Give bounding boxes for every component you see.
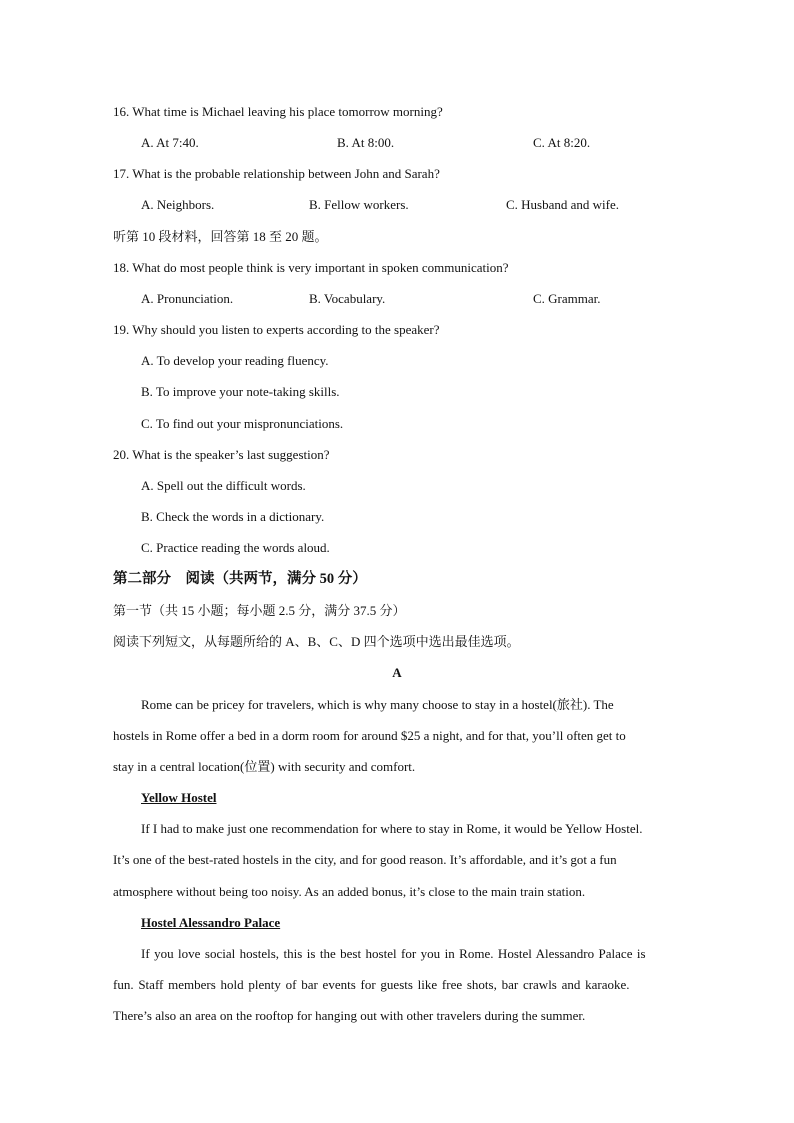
question-16-option-b: B. At 8:00.: [337, 135, 395, 150]
intro-line-2: hostels in Rome offer a bed in a dorm room for around $25 a night, and for that, you’ll often get to: [113, 728, 626, 743]
question-19-option-b: B. To improve your note-taking skills.: [141, 384, 340, 399]
intro-line-3: stay in a central location(位置) with security and comfort.: [113, 759, 416, 774]
question-20-option-c: C. Practice reading the words aloud.: [141, 540, 330, 555]
question-20-option-b: B. Check the words in a dictionary.: [141, 509, 325, 524]
question-17-option-c: C. Husband and wife.: [506, 197, 620, 212]
question-17-option-b: B. Fellow workers.: [309, 197, 409, 212]
question-16-stem: 16. What time is Michael leaving his place tomorrow morning?: [113, 104, 443, 119]
reading-directions: 阅读下列短文，从每题所给的 A、B、C、D 四个选项中选出最佳选项。: [113, 634, 520, 649]
section-one-title: 第一节（共 15 小题；每小题 2.5 分，满分 37.5 分）: [113, 603, 406, 618]
question-19-option-a: A. To develop your reading fluency.: [141, 353, 329, 368]
yellow-hostel-line-1: If I had to make just one recommendation for where to stay in Rome, it would be Yellow Hostel.: [141, 821, 643, 836]
listening-instruction: 听第 10 段材料，回答第 18 至 20 题。: [113, 229, 328, 244]
question-19-option-c: C. To find out your mispronunciations.: [141, 416, 344, 431]
alessandro-line-2: fun. Staff members hold plenty of bar events for guests like free shots, bar crawls and karaoke.: [113, 977, 630, 992]
alessandro-line-1: If you love social hostels, this is the best hostel for you in Rome. Hostel Alessandro Palace is: [141, 946, 646, 961]
part-two-title: 第二部分 阅读（共两节，满分 50 分）: [113, 571, 367, 587]
alessandro-line-3: There’s also an area on the rooftop for hanging out with other travelers during the summer.: [113, 1008, 586, 1023]
heading-alessandro-palace: Hostel Alessandro Palace: [141, 915, 281, 930]
question-17-option-a: A. Neighbors.: [141, 197, 215, 212]
question-18-option-b: B. Vocabulary.: [309, 291, 386, 306]
passage-label: A: [392, 665, 402, 680]
question-16-option-c: C. At 8:20.: [533, 135, 591, 150]
yellow-hostel-line-2: It’s one of the best-rated hostels in the city, and for good reason. It’s affordable, and it’s got a fun: [113, 852, 617, 867]
question-18-stem: 18. What do most people think is very important in spoken communication?: [113, 260, 509, 275]
question-19-stem: 19. Why should you listen to experts according to the speaker?: [113, 322, 440, 337]
question-16-option-a: A. At 7:40.: [141, 135, 199, 150]
heading-yellow-hostel: Yellow Hostel: [141, 790, 217, 805]
question-20-option-a: A. Spell out the difficult words.: [141, 478, 306, 493]
question-20-stem: 20. What is the speaker’s last suggestion?: [113, 447, 330, 462]
intro-line-1: Rome can be pricey for travelers, which is why many choose to stay in a hostel(旅社). The: [141, 697, 614, 712]
question-18-option-a: A. Pronunciation.: [141, 291, 234, 306]
question-18-option-c: C. Grammar.: [533, 291, 601, 306]
yellow-hostel-line-3: atmosphere without being too noisy. As an added bonus, it’s close to the main train station.: [113, 884, 586, 899]
question-17-stem: 17. What is the probable relationship between John and Sarah?: [113, 166, 440, 181]
